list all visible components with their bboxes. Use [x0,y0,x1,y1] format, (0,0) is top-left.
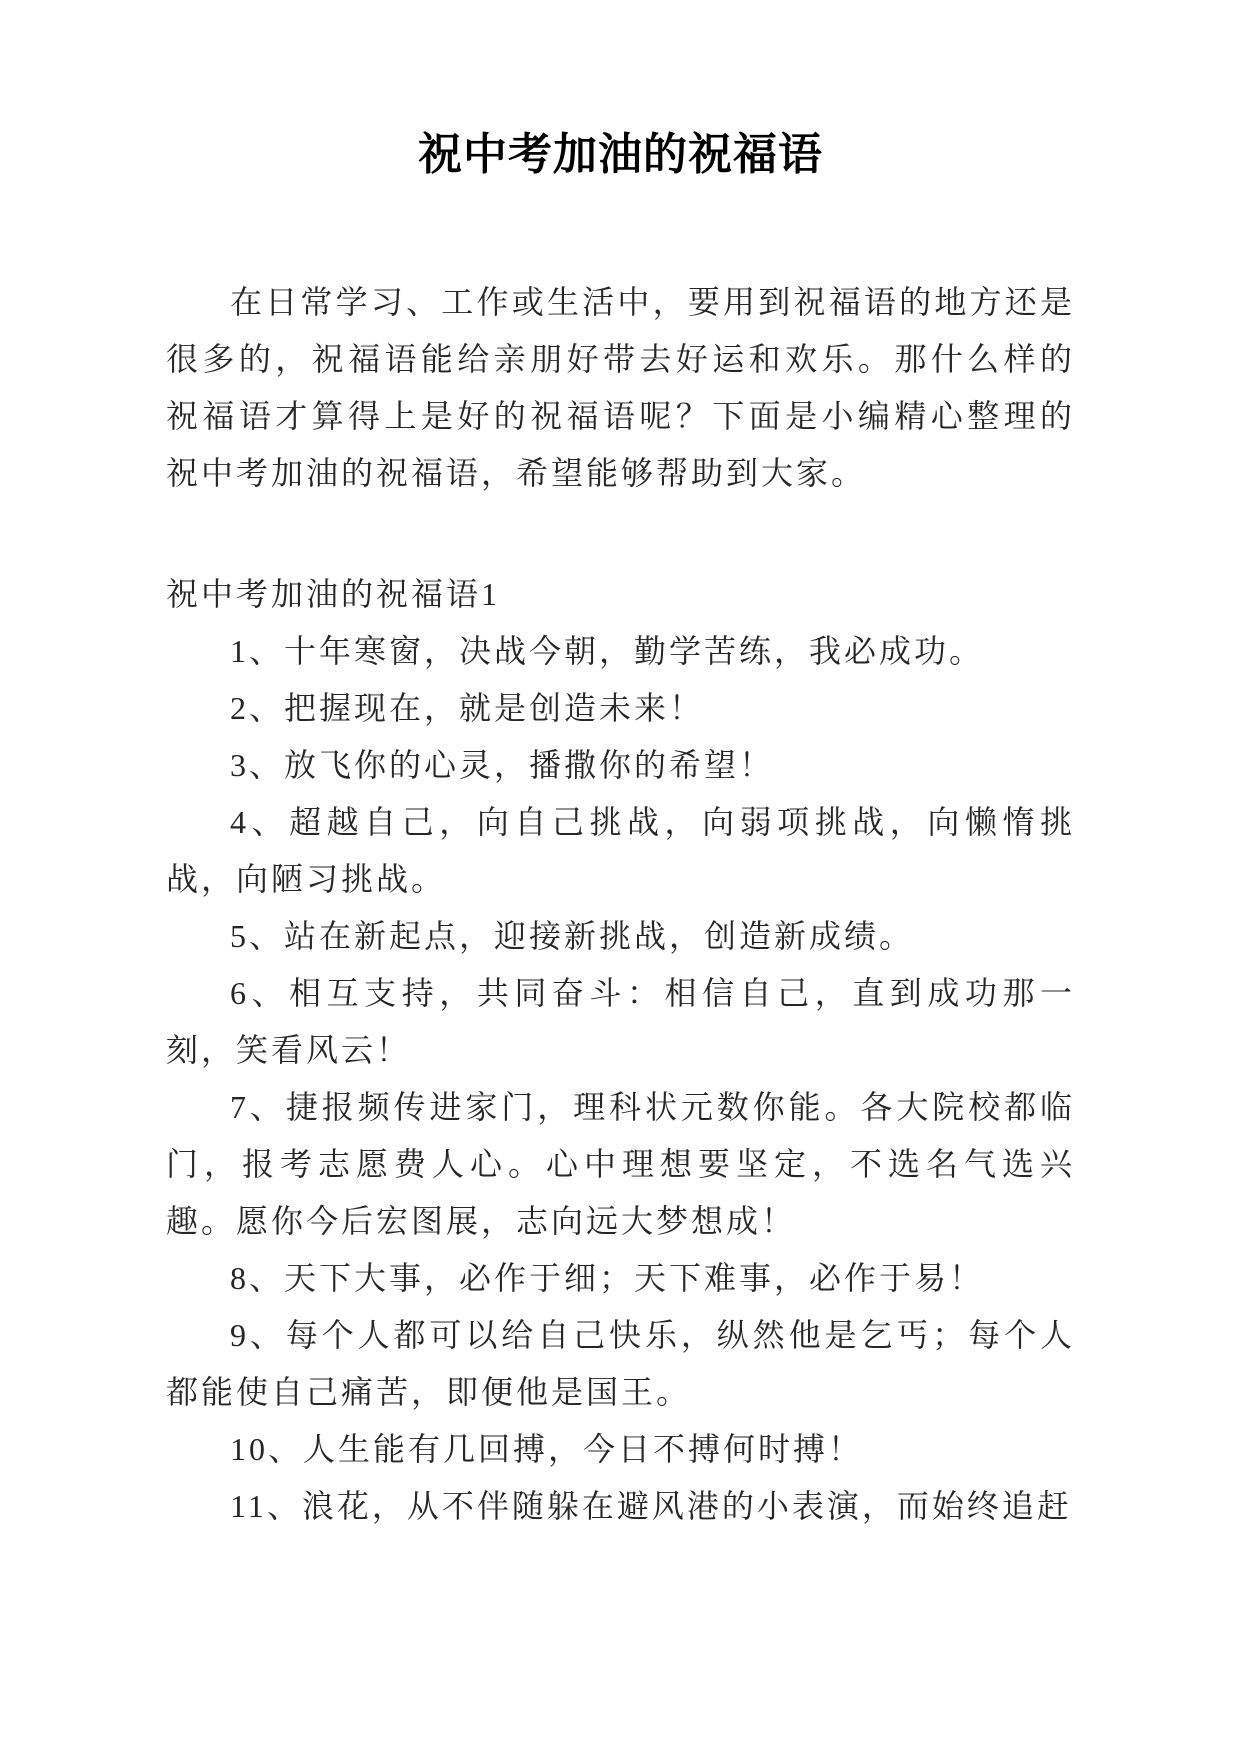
list-item: 8、天下大事，必作于细；天下难事，必作于易！ [230,1260,985,1296]
intro-paragraph: 在日常学习、工作或生活中，要用到祝福语的地方还是很多的，祝福语能给亲朋好带去好运和欢乐。那什么样的祝福语才算得上是好的祝福语呢？下面是小编精心整理的祝中考加油的祝福语，希望能够帮助到大家。 [166,284,1075,491]
list-item: 10、人生能有几回搏，今日不搏何时搏！ [230,1431,864,1467]
list-item: 1、十年寒窗，决战今朝，勤学苦练，我必成功。 [230,633,985,669]
page-title: 祝中考加油的祝福语 [418,130,823,179]
list-item: 2、把握现在，就是创造未来！ [230,690,705,726]
list-item: 7、捷报频传进家门，理科状元数你能。各大院校都临门，报考志愿费人心。心中理想要坚定，不选名气选兴趣。愿你今后宏图展，志向远大梦想成！ [166,1089,1075,1239]
section-heading: 祝中考加油的祝福语1 [166,576,501,612]
list-item: 6、相互支持，共同奋斗：相信自己，直到成功那一刻，笑看风云！ [166,975,1075,1068]
list-item: 5、站在新起点，迎接新挑战，创造新成绩。 [230,918,915,954]
list-item: 3、放飞你的心灵，播撒你的希望！ [230,747,775,783]
list-item: 4、超越自己，向自己挑战，向弱项挑战，向懒惰挑战，向陋习挑战。 [166,804,1075,897]
list-item: 11、浪花，从不伴随躲在避风港的小表演，而始终追赶 [230,1488,1072,1524]
list-item: 9、每个人都可以给自己快乐，纵然他是乞丐；每个人都能使自己痛苦，即便他是国王。 [166,1317,1075,1410]
